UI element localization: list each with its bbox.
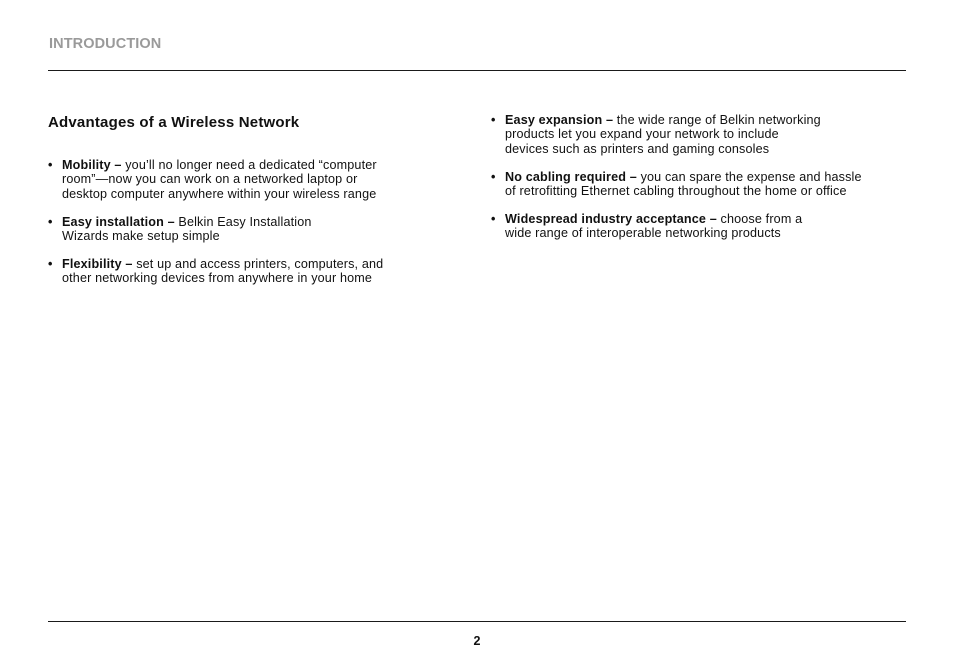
list-item-term: Flexibility –	[62, 256, 133, 271]
section-heading: Advantages of a Wireless Network	[48, 114, 300, 131]
list-item-term: Easy installation –	[62, 214, 175, 229]
list-item-industry-acceptance	[491, 212, 901, 241]
list-item-line: Belkin Easy Installation	[178, 214, 312, 229]
list-item-text	[62, 158, 448, 201]
list-item-mobility	[48, 158, 448, 201]
bullet-icon: •	[48, 214, 53, 229]
list-item-text	[505, 113, 901, 156]
bullet-icon: •	[491, 169, 496, 184]
list-item-term: Mobility –	[62, 158, 122, 172]
list-item-text	[62, 215, 448, 244]
page-number: 2	[473, 634, 481, 648]
list-item-line: room”—now you can work on a networked laptop or	[62, 172, 358, 187]
list-item-line: choose from a	[720, 211, 803, 226]
header-divider	[48, 70, 906, 71]
right-column	[491, 113, 901, 254]
section-title: INTRODUCTION	[49, 36, 162, 52]
list-item-line: other networking devices from anywhere in your home	[62, 271, 373, 286]
list-item-line: the wide range of Belkin networking	[616, 113, 821, 127]
list-item-text	[505, 212, 901, 241]
list-item-text	[62, 257, 448, 286]
bullet-icon: •	[491, 113, 496, 127]
list-item-line: of retrofitting Ethernet cabling throughout the home or office	[505, 183, 847, 198]
list-item-term: No cabling required –	[505, 169, 637, 184]
advantages-list-right	[491, 113, 901, 240]
left-column	[48, 114, 448, 299]
bullet-icon: •	[48, 158, 53, 172]
bullet-icon: •	[48, 256, 53, 271]
list-item-line: you can spare the expense and hassle	[640, 169, 862, 184]
list-item-line: you’ll no longer need a dedicated “computer	[125, 158, 377, 172]
list-item-flexibility	[48, 257, 448, 286]
list-item-text	[505, 170, 901, 199]
list-item-line: products let you expand your network to include	[505, 127, 779, 142]
list-item-easy-installation	[48, 215, 448, 244]
advantages-list-left	[48, 158, 448, 285]
list-item-line: set up and access printers, computers, and	[136, 256, 384, 271]
list-item-term: Easy expansion –	[505, 113, 614, 127]
list-item-no-cabling	[491, 170, 901, 199]
list-item-line: Wizards make setup simple	[62, 228, 220, 243]
list-item-line: desktop computer anywhere within your wireless range	[62, 186, 377, 201]
list-item-term: Widespread industry acceptance –	[505, 211, 717, 226]
list-item-easy-expansion	[491, 113, 901, 156]
list-item-line: wide range of interoperable networking products	[505, 226, 781, 241]
footer-divider	[48, 621, 906, 622]
list-item-line: devices such as printers and gaming consoles	[505, 141, 770, 156]
bullet-icon: •	[491, 211, 496, 226]
